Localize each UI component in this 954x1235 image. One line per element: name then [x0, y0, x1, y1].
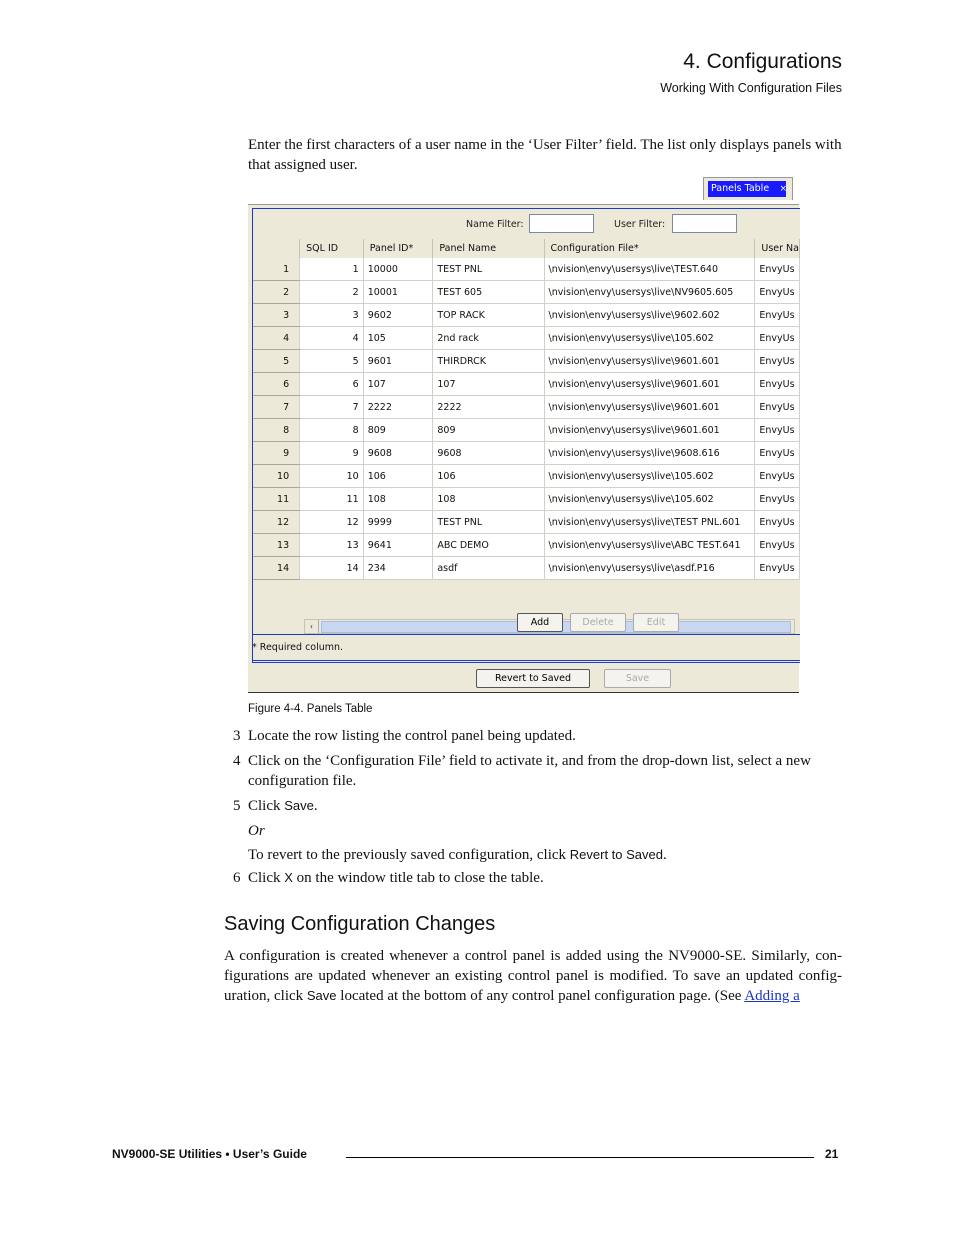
- row-number: 4: [253, 327, 300, 350]
- table-cell[interactable]: \nvision\envy\usersys\live\105.602: [544, 327, 755, 350]
- step-text: Click Save.: [248, 798, 318, 814]
- table-row[interactable]: [253, 557, 800, 580]
- table-cell[interactable]: 106: [433, 465, 544, 488]
- table-row[interactable]: [253, 327, 800, 350]
- row-number: 6: [253, 373, 300, 396]
- row-number: 9: [253, 442, 300, 465]
- row-number: 13: [253, 534, 300, 557]
- section-subtitle: Working With Configuration Files: [660, 81, 842, 95]
- table-cell[interactable]: asdf: [433, 557, 544, 580]
- table-cell[interactable]: 4: [300, 327, 364, 350]
- table-cell[interactable]: \nvision\envy\usersys\live\TEST.640: [544, 258, 755, 281]
- row-number: 2: [253, 281, 300, 304]
- ui-term: X: [284, 870, 293, 885]
- table-cell[interactable]: \nvision\envy\usersys\live\9601.601: [544, 373, 755, 396]
- table-cell[interactable]: 10000: [363, 258, 433, 281]
- table-row[interactable]: [253, 258, 800, 281]
- row-number: 12: [253, 511, 300, 534]
- column-header[interactable]: User Na: [755, 239, 800, 258]
- table-cell[interactable]: \nvision\envy\usersys\live\TEST PNL.601: [544, 511, 755, 534]
- table-row[interactable]: [253, 396, 800, 419]
- table-cell[interactable]: 1: [300, 258, 364, 281]
- table-cell[interactable]: 2nd rack: [433, 327, 544, 350]
- user-filter-label: User Filter:: [614, 219, 666, 230]
- table-cell[interactable]: \nvision\envy\usersys\live\ABC TEST.641: [544, 534, 755, 557]
- table-cell[interactable]: 108: [363, 488, 433, 511]
- table-cell[interactable]: 9601: [363, 350, 433, 373]
- table-cell[interactable]: 9641: [363, 534, 433, 557]
- table-cell[interactable]: 809: [363, 419, 433, 442]
- adding-link[interactable]: Adding a: [744, 988, 800, 1004]
- table-cell[interactable]: EnvyUs: [755, 350, 800, 373]
- table-cell[interactable]: EnvyUs: [755, 465, 800, 488]
- table-cell[interactable]: EnvyUs: [755, 419, 800, 442]
- table-cell[interactable]: 9: [300, 442, 364, 465]
- panels-table-panel: [252, 208, 800, 661]
- table-cell[interactable]: EnvyUs: [755, 304, 800, 327]
- table-cell[interactable]: 108: [433, 488, 544, 511]
- revert-text: To revert to the previously saved configuration, click Revert to Saved.: [248, 847, 667, 863]
- panels-table-figure: [248, 177, 799, 692]
- table-cell[interactable]: 13: [300, 534, 364, 557]
- name-filter-input[interactable]: [529, 214, 594, 233]
- row-number: 1: [253, 258, 300, 281]
- table-cell[interactable]: TEST 605: [433, 281, 544, 304]
- tab-label: Panels Table: [711, 183, 770, 194]
- table-cell[interactable]: 2222: [363, 396, 433, 419]
- step-number: 4: [233, 753, 241, 769]
- table-cell[interactable]: THIRDRCK: [433, 350, 544, 373]
- column-header[interactable]: Panel ID*: [363, 239, 433, 258]
- table-cell[interactable]: \nvision\envy\usersys\live\105.602: [544, 488, 755, 511]
- table-cell[interactable]: 9608: [363, 442, 433, 465]
- chapter-title: 4. Configurations: [683, 50, 842, 73]
- table-row[interactable]: [253, 488, 800, 511]
- table-cell[interactable]: TOP RACK: [433, 304, 544, 327]
- table-cell[interactable]: \nvision\envy\usersys\live\9602.602: [544, 304, 755, 327]
- row-number: 8: [253, 419, 300, 442]
- table-cell[interactable]: \nvision\envy\usersys\live\asdf.P16: [544, 557, 755, 580]
- table-cell[interactable]: 6: [300, 373, 364, 396]
- table-cell[interactable]: 107: [363, 373, 433, 396]
- column-header[interactable]: SQL ID: [300, 239, 364, 258]
- table-cell[interactable]: \nvision\envy\usersys\live\9608.616: [544, 442, 755, 465]
- revert-to-saved-button[interactable]: Revert to Saved: [476, 669, 590, 688]
- table-cell[interactable]: \nvision\envy\usersys\live\NV9605.605: [544, 281, 755, 304]
- footer-title: NV9000-SE Utilities • User’s Guide: [112, 1147, 307, 1161]
- ui-term: Save: [284, 798, 314, 813]
- step-text: Locate the row listing the control panel being updated.: [248, 728, 576, 744]
- step-number: 6: [233, 870, 241, 886]
- table-row[interactable]: [253, 511, 800, 534]
- table-cell[interactable]: 8: [300, 419, 364, 442]
- table-cell[interactable]: EnvyUs: [755, 327, 800, 350]
- table-cell[interactable]: EnvyUs: [755, 511, 800, 534]
- row-number: 10: [253, 465, 300, 488]
- step-number: 5: [233, 798, 241, 814]
- table-cell[interactable]: EnvyUs: [755, 488, 800, 511]
- row-number: 3: [253, 304, 300, 327]
- table-cell[interactable]: EnvyUs: [755, 557, 800, 580]
- table-cell[interactable]: 3: [300, 304, 364, 327]
- close-icon[interactable]: ×: [779, 184, 787, 194]
- column-header[interactable]: Panel Name: [433, 239, 544, 258]
- save-button[interactable]: Save: [604, 669, 671, 688]
- add-button[interactable]: Add: [517, 613, 563, 632]
- table-cell[interactable]: \nvision\envy\usersys\live\9601.601: [544, 396, 755, 419]
- table-cell[interactable]: 5: [300, 350, 364, 373]
- table-cell[interactable]: 107: [433, 373, 544, 396]
- or-text: Or: [248, 823, 265, 839]
- table-cell[interactable]: EnvyUs: [755, 373, 800, 396]
- table-row[interactable]: [253, 373, 800, 396]
- panels-grid: [253, 239, 800, 580]
- step-text: Click on the ‘Configuration File’ field to activate it, and from the drop-down list, select a new configuration file.: [248, 753, 811, 789]
- table-cell[interactable]: EnvyUs: [755, 442, 800, 465]
- table-row[interactable]: [253, 281, 800, 304]
- name-filter-label: Name Filter:: [466, 219, 524, 230]
- step-text: Click X on the window title tab to close the table.: [248, 870, 544, 886]
- table-cell[interactable]: 2222: [433, 396, 544, 419]
- section-heading: Saving Configuration Changes: [224, 913, 496, 935]
- figure-caption: Figure 4-4. Panels Table: [248, 703, 373, 715]
- ui-term: Save: [306, 988, 337, 1003]
- table-cell[interactable]: \nvision\envy\usersys\live\9601.601: [544, 350, 755, 373]
- section-body: A configuration is created whenever a control panel is added using the NV9000-SE. Similarly, con-figurations are updated whenever an existing control panel is modified. To save an updated config-uration, click Save located at the bottom of any control panel configuration page. (See Adding a: [224, 948, 842, 1004]
- footer-rule: [346, 1157, 814, 1158]
- required-column-note: * Required column.: [252, 642, 344, 653]
- table-cell[interactable]: 106: [363, 465, 433, 488]
- table-cell[interactable]: 7: [300, 396, 364, 419]
- table-cell[interactable]: 9999: [363, 511, 433, 534]
- table-cell[interactable]: 10: [300, 465, 364, 488]
- table-row[interactable]: [253, 419, 800, 442]
- table-row[interactable]: [253, 442, 800, 465]
- table-row[interactable]: [253, 350, 800, 373]
- table-cell[interactable]: 809: [433, 419, 544, 442]
- table-cell[interactable]: 234: [363, 557, 433, 580]
- table-cell[interactable]: TEST PNL: [433, 511, 544, 534]
- user-filter-input[interactable]: [672, 214, 737, 233]
- table-cell[interactable]: TEST PNL: [433, 258, 544, 281]
- page-number: 21: [825, 1147, 839, 1161]
- step-number: 3: [233, 728, 241, 744]
- table-row[interactable]: [253, 304, 800, 327]
- table-cell[interactable]: 2: [300, 281, 364, 304]
- table-row[interactable]: [253, 465, 800, 488]
- delete-button[interactable]: Delete: [570, 613, 626, 632]
- table-cell[interactable]: ABC DEMO: [433, 534, 544, 557]
- row-number: 7: [253, 396, 300, 419]
- table-cell[interactable]: 105: [363, 327, 433, 350]
- intro-paragraph: Enter the first characters of a user name in the ‘User Filter’ field. The list only displays panels with that assigned user.: [248, 137, 842, 173]
- table-cell[interactable]: EnvyUs: [755, 396, 800, 419]
- column-header[interactable]: Configuration File*: [544, 239, 755, 258]
- table-cell[interactable]: \nvision\envy\usersys\live\9601.601: [544, 419, 755, 442]
- table-cell[interactable]: 14: [300, 557, 364, 580]
- table-cell[interactable]: \nvision\envy\usersys\live\105.602: [544, 465, 755, 488]
- table-cell[interactable]: 12: [300, 511, 364, 534]
- table-cell[interactable]: EnvyUs: [755, 534, 800, 557]
- table-cell[interactable]: EnvyUs: [755, 258, 800, 281]
- edit-button[interactable]: Edit: [633, 613, 679, 632]
- row-number: 11: [253, 488, 300, 511]
- table-cell[interactable]: 9602: [363, 304, 433, 327]
- ui-term: Revert to Saved: [569, 847, 663, 862]
- table-cell[interactable]: 10001: [363, 281, 433, 304]
- table-cell[interactable]: EnvyUs: [755, 281, 800, 304]
- table-row[interactable]: [253, 534, 800, 557]
- table-cell[interactable]: 9608: [433, 442, 544, 465]
- scroll-left-icon[interactable]: ‹: [305, 620, 319, 633]
- table-cell[interactable]: 11: [300, 488, 364, 511]
- panels-table-tab[interactable]: [703, 177, 793, 200]
- row-header-corner[interactable]: [253, 239, 300, 258]
- row-number: 5: [253, 350, 300, 373]
- row-number: 14: [253, 557, 300, 580]
- panels-table-window: [248, 204, 799, 693]
